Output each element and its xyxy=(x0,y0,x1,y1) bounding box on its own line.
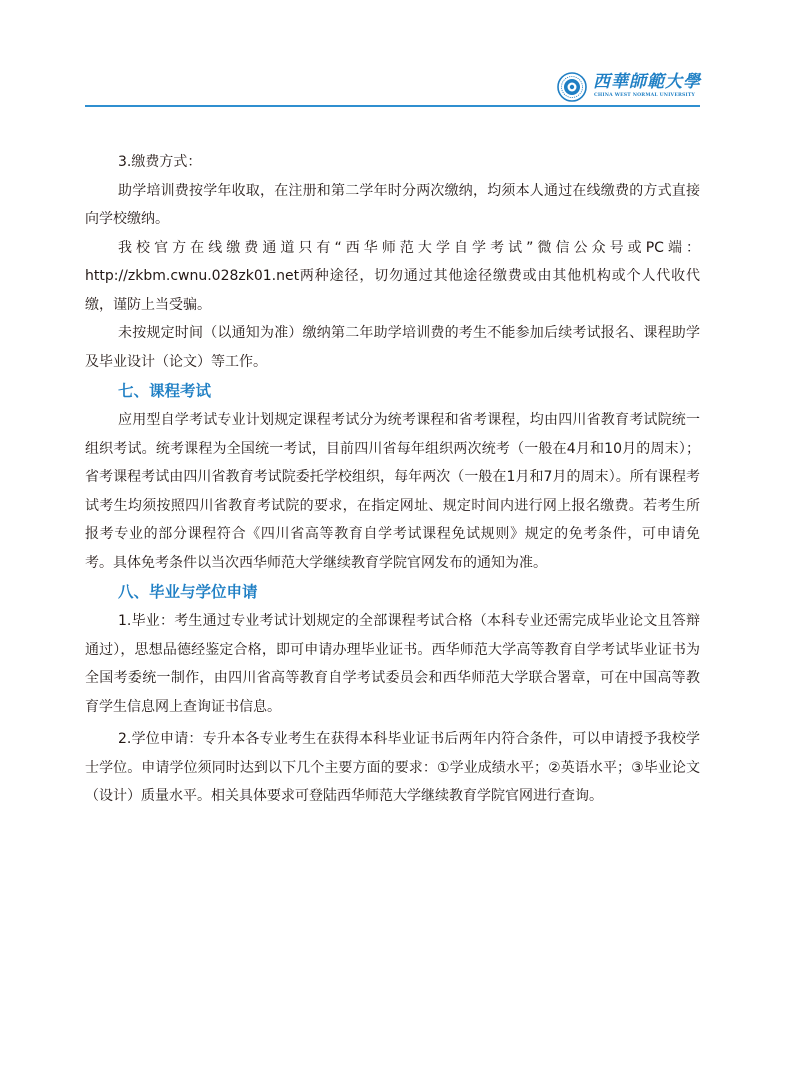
payment-paragraph-1: 助学培训费按学年收取，在注册和第二学年时分两次缴纳，均须本人通过在线缴费的方式直接向学校缴纳。 xyxy=(85,182,700,227)
page-header xyxy=(0,0,785,112)
university-seal-icon xyxy=(557,72,587,102)
logo-chinese-name: 西華師範大學 xyxy=(593,72,701,92)
payment-subheading: 3.缴费方式： xyxy=(118,154,202,170)
exam-paragraph: 应用型自学考试专业计划规定课程考试分为统考课程和省考课程，均由四川省教育考试院统一组织考试。统考课程为全国统一考试，目前四川省每年组织两次统考（一般在4月和10月的周末）；省考课程考试由四川省教育考试院委托学校组织，每年两次（一般在1月和7月的周末）。所有课程考试考生均须按照四川省教育考试院的要求，在指定网址、规定时间内进行网上报名缴费。若考生所报考专业的部分课程符合《四川省高等教育自学考试课程免试规则》规定的免考条件，可申请免考。具体免考条件以当次西华师范大学继续教育学院官网发布的通知为准。 xyxy=(85,412,700,571)
payment-paragraph-2: 我校官方在线缴费通道只有“西华师范大学自学考试”微信公众号或PC端：http://zkbm.cwnu.028zk01.net两种途径，切勿通过其他途径缴费或由其他机构或个人代收代缴，谨防上当受骗。 xyxy=(85,239,700,313)
document-body xyxy=(85,148,700,811)
graduation-paragraph: 1.毕业：考生通过专业考试计划规定的全部课程考试合格（本科专业还需完成毕业论文且答辩通过），思想品德经鉴定合格，即可申请办理毕业证书。西华师范大学高等教育自学考试毕业证书为全国考委统一制作，由四川省高等教育自学考试委员会和西华师范大学联合署章，可在中国高等教育学生信息网上查询证书信息。 xyxy=(85,613,700,715)
header-divider xyxy=(85,105,700,107)
university-logo xyxy=(557,72,707,104)
logo-english-name: CHINA WEST NORMAL UNIVERSITY xyxy=(594,93,696,98)
section-heading-graduation: 八、毕业与学位申请 xyxy=(118,583,258,601)
payment-paragraph-3: 未按规定时间（以通知为准）缴纳第二年助学培训费的考生不能参加后续考试报名、课程助学及毕业设计（论文）等工作。 xyxy=(85,325,700,370)
section-heading-exam: 七、课程考试 xyxy=(118,382,212,400)
degree-paragraph: 2.学位申请：专升本各专业考生在获得本科毕业证书后两年内符合条件，可以申请授予我校学士学位。申请学位须同时达到以下几个主要方面的要求：①学业成绩水平；②英语水平；③毕业论文（设计）质量水平。相关具体要求可登陆西华师范大学继续教育学院官网进行查询。 xyxy=(85,731,700,804)
